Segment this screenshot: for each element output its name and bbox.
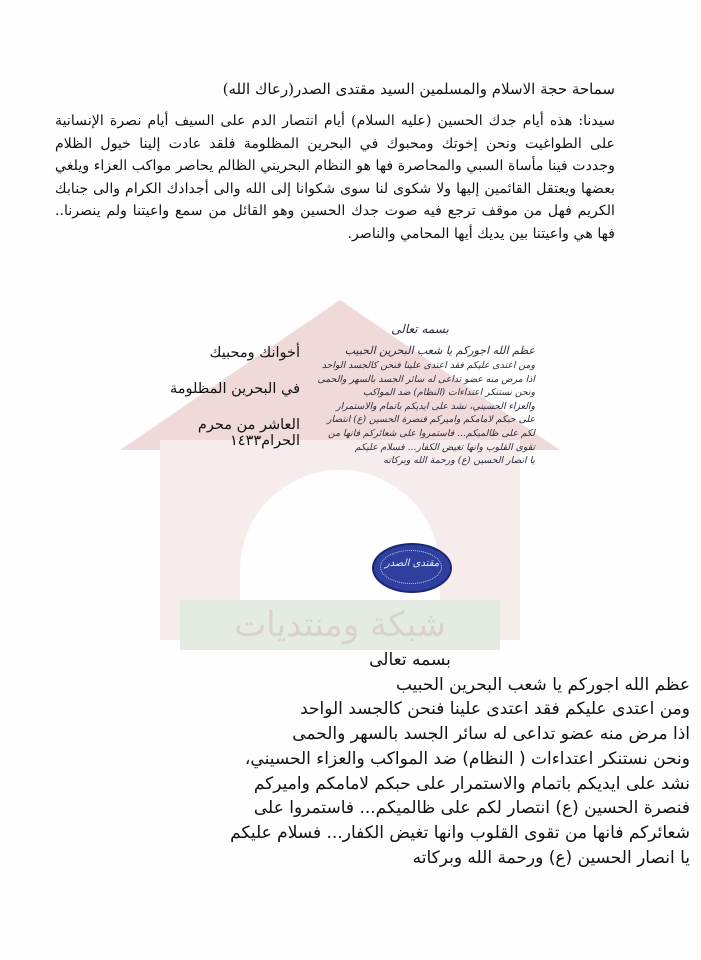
handwritten-line: ونحن نستنكر اعتداءات (النظام) ضد المواكب (363, 387, 535, 399)
typed-letter (55, 80, 615, 246)
handwritten-line: تقوى القلوب وانها تغيض الكفار... فسلام عليكم (354, 441, 535, 453)
transcription-line: شعائركم فانها من تقوى القلوب وانها تغيض الكفار... فسلام عليكم (230, 822, 690, 843)
transcription-line: عظم الله اجوركم يا شعب البحرين الحبيب (395, 674, 690, 695)
handwritten-line: على حبكم لامامكم واميركم فنصرة الحسين (ع) انتصار (326, 414, 535, 426)
seal-text: مقتدى الصدر (384, 558, 440, 569)
transcription-line: فنصرة الحسين (ع) انتصار لكم على ظالميكم... فاستمروا على (253, 798, 690, 819)
handwritten-reply (305, 322, 535, 532)
transcription-line: ومن اعتدى عليكم فقد اعتدى علينا فنحن كالجسد الواحد (300, 699, 690, 720)
transcription-title: بسمه تعالى (369, 650, 451, 670)
signer-line: في البحرين المظلومة (169, 381, 300, 397)
handwritten-line: لكم على ظالميكم... فاستمروا على شعائركم فانها من (328, 427, 535, 439)
transcription-line: اذا مرض منه عضو تداعى له سائر الجسد بالسهر والحمى (292, 724, 690, 745)
transcription-line: يا انصار الحسين (ع) ورحمة الله وبركاته (412, 847, 690, 868)
watermark-text: شبكة ومنتديات (234, 605, 446, 645)
transcription-line: ونحن نستنكر اعتداءات ( النظام) ضد المواكب والعزاء الحسيني، (244, 748, 690, 769)
handwritten-line: اذا مرض منه عضو تداعى له سائر الجسد بالسهر والحمى (317, 373, 535, 385)
handwritten-line: ومن اعتدى عليكم فقد اعتدى علينا فنحن كالجسد الواحد (321, 360, 535, 371)
transcription-line: نشد على ايديكم باتمام والاستمرار على حبكم لامامكم واميركم (253, 773, 690, 794)
handwritten-line: عظم الله اجوركم يا شعب البحرين الحبيب (344, 344, 535, 357)
typed-transcription (10, 648, 690, 870)
letter-body: سيدنا: هذه أيام جدك الحسين (عليه السلام) أيام انتصار الدم على السيف أيام نصرة الإنسانية على الطواغيت ونحن إخوتك ومحبوك في البحرين المظلومة فلقد عادت إلينا خيول الظلام وجددت فينا مأساة السبي والمحاصرة فها هو النظام البحريني الظالم يحاصر مواكب العزاء ويلغي بعضها ويعتقل القائمين إليها ولا شكوى لنا سوى شكوانا إلى الله والى أجدادك الكرام والى جنابك الكريم فهل من موقف ترجع فيه صوت جدك الحسين وهو القائل من سمع واعيتنا ولم ينصرنا.. فها هي واعيتنا بين يديك أيها المحامي والناصر. (55, 113, 615, 242)
letter-signature-block (150, 345, 300, 469)
signer-date: العاشر من محرم الحرام١٤٣٣ (197, 417, 300, 449)
letter-salutation: سماحة حجة الاسلام والمسلمين السيد مقتدى الصدر(رعاك الله) (222, 80, 615, 98)
official-seal-stamp (372, 543, 452, 593)
handwritten-line: والعزاء الحسيني، نشد على ايديكم باتمام والاستمرار (336, 400, 535, 412)
handwritten-line: يا انصار الحسين (ع) ورحمة الله وبركاته (383, 455, 535, 467)
signer-line: أخوانك ومحبيك (209, 345, 300, 361)
handwritten-title: بسمه تعالى (391, 322, 449, 336)
